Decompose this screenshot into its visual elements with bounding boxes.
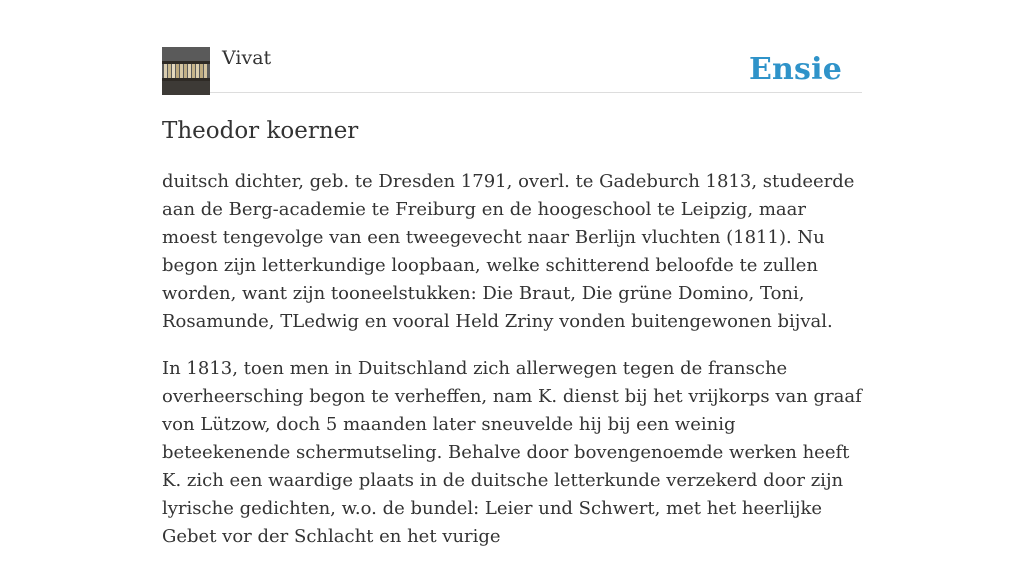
article-paragraph: duitsch dichter, geb. te Dresden 1791, overl. te Gadeburch 1813, studeerde aan de Berg-academie te Freiburg en de hoogeschool te Leipzig, maar moest tengevolge van een tweegevecht naar Berlijn vluchten (1811). Nu begon zijn letterkundige loopbaan, welke schitterend beloofde te zullen worden, want zijn tooneelstukken: Die Braut, Die grüne Domino, Toni, Rosamunde, TLedwig en vooral Held Zriny vonden buitengewonen bijval.: [162, 171, 855, 332]
bookshelf-avatar-icon: [162, 47, 210, 95]
page-title: Theodor koerner: [162, 118, 359, 144]
author-name-link[interactable]: Vivat: [222, 47, 272, 69]
article-paragraph: In 1813, toen men in Duitschland zich allerwegen tegen de fransche overheersching begon te verheffen, nam K. dienst bij het vrijkorps van graaf von Lützow, doch 5 maanden later sneuvelde hij bij een weinig beteekenende schermutseling. Behalve door bovengenoemde werken heeft K. zich een waardige plaats in de duitsche letterkunde verzekerd door zijn lyrische gedichten, w.o. de bundel: Leier und Schwert, met het heerlijke Gebet vor der Schlacht en het vurige: [162, 358, 862, 547]
page: [162, 0, 862, 547]
header: [162, 0, 862, 93]
ensie-logo[interactable]: Ensie: [748, 52, 842, 87]
author-avatar[interactable]: [162, 47, 210, 95]
article-body: [162, 168, 862, 570]
